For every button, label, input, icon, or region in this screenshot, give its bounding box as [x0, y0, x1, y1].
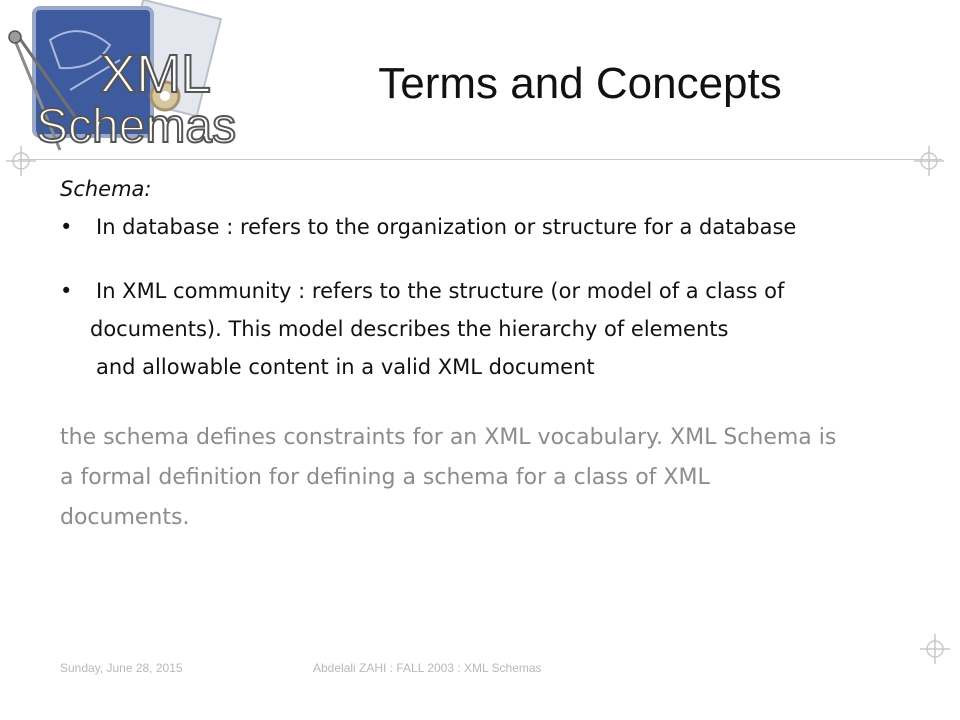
bullet-symbol: • — [60, 215, 73, 239]
bullet-item — [60, 278, 920, 304]
crosshair-icon — [914, 146, 944, 176]
logo-word-schemas: Schemas — [36, 100, 237, 153]
bullet-text: In XML community : refers to the structure (or model of a class of — [96, 279, 785, 303]
schema-definition-paragraph — [60, 418, 920, 538]
xml-schemas-logo — [0, 0, 240, 165]
slide-body — [60, 176, 920, 538]
header-rule — [18, 159, 942, 160]
bullet-continuation-line: documents). This model describes the hierarchy of elements — [90, 317, 729, 341]
paragraph-line: the schema defines constraints for an XML vocabulary. XML Schema is — [60, 425, 837, 450]
bullet-continuation-line: and allowable content in a valid XML document — [96, 355, 595, 379]
crosshair-icon — [920, 634, 950, 664]
bullet-symbol: • — [60, 279, 73, 303]
footer-date: Sunday, June 28, 2015 — [60, 661, 183, 675]
bullet-item — [60, 214, 920, 240]
crosshair-icon — [6, 146, 36, 176]
footer-credit: Abdelali ZAHI : FALL 2003 : XML Schemas — [313, 661, 542, 675]
schema-subheading: Schema: — [60, 177, 152, 201]
logo-graphic — [0, 0, 240, 165]
paragraph-line: documents. — [60, 505, 190, 530]
bullet-text: In database : refers to the organization or structure for a database — [96, 215, 797, 239]
logo-word-xml: XML — [100, 44, 212, 104]
slide-title: Terms and Concepts — [378, 59, 782, 108]
paragraph-line: a formal definition for defining a schema for a class of XML — [60, 465, 710, 490]
